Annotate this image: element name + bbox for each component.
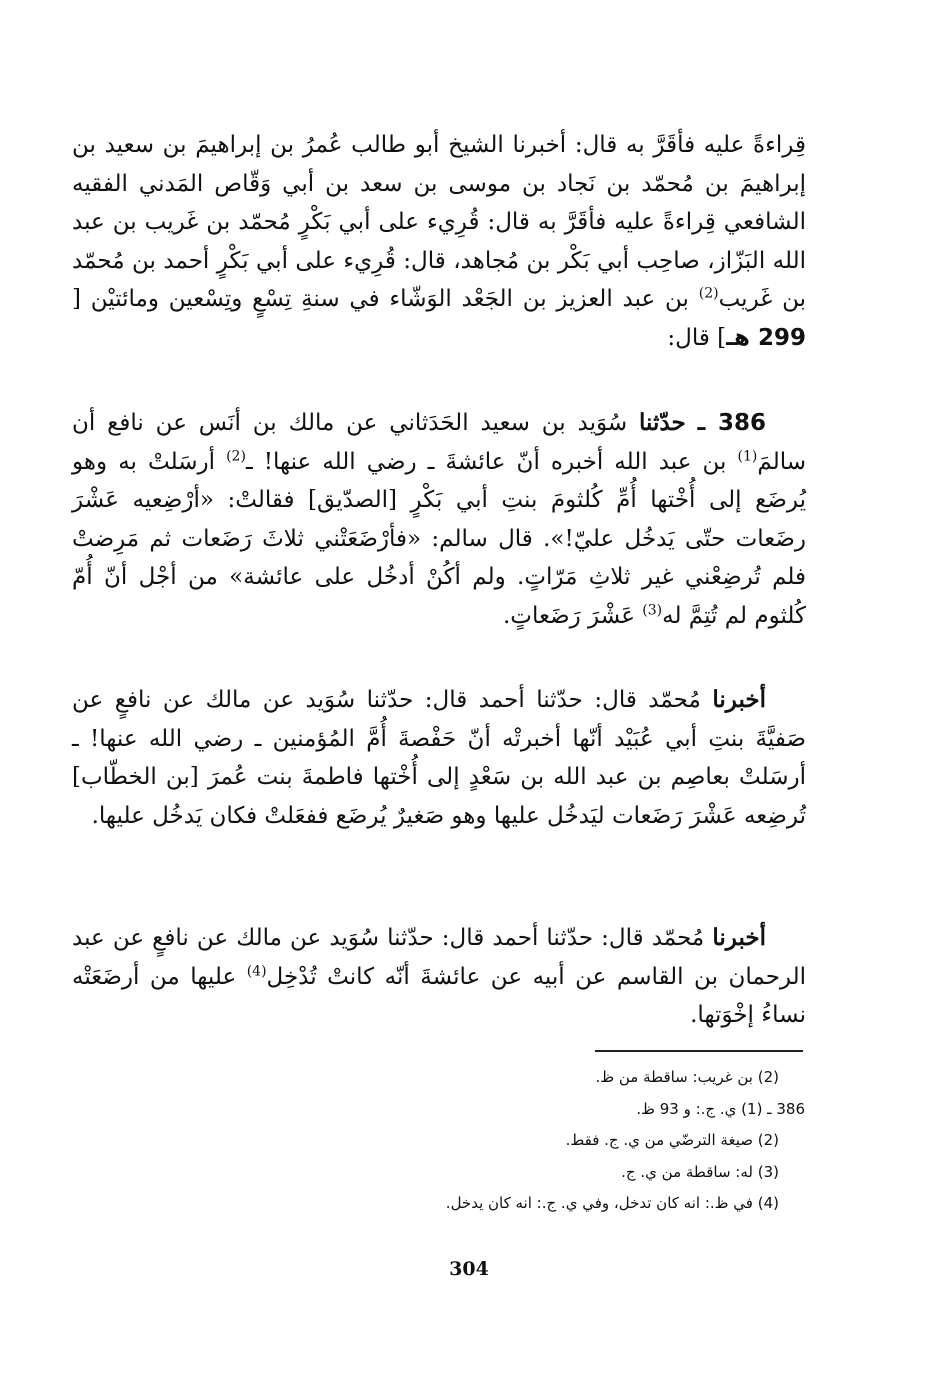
akhbarana-text-1: مُحمّد قال: حدّثنا أحمد قال: حدّثنا سُوَيد عن مالك عن نافعٍ عن عبد الرحمان بن القاسم عن أبيه عن عائشةَ أنّه كانتْ تُدْخِل <box>72 925 806 990</box>
footnote-item: 386 ـ (1) ي. ج.: و 93 ظ. <box>636 1099 805 1118</box>
footnote-ref: (4) <box>246 962 267 979</box>
page-number: 304 <box>449 1258 489 1280</box>
footnote-item: (4) في ظ.: انه كان تدخل، وفي ي. ج.: انه كان يدخل. <box>445 1194 779 1212</box>
akhbarana-lead-word: أخبرنا <box>712 686 766 713</box>
hadith-text-4: عَشْرَ رَضَعاتٍ. <box>503 602 643 629</box>
akhbarana-paragraph-2 <box>72 919 806 1035</box>
akhbarana-text: مُحمّد قال: حدّثنا أحمد قال: حدّثنا سُوَيد عن مالك عن نافعٍ عن صَفيَّةَ بنتِ أبي عُبَيْد أنّها أخبرتْه أنّ حَفْصةَ أُمَّ المُؤمنين ـ رضي الله عنها! ـ أرسَلتْ بعاصِم بن عبد الله بن سَعْدٍ إلى أُخْتها فاطمةَ بنت عُمرَ [بن الخطّاب] تُرضِعه عَشْرَ رَضَعات ليَدخُل عليها وهو صَغيرٌ يُرضَع ففعَلتْ فكان يَدخُل عليها. <box>72 687 806 829</box>
akhbarana-text-2: عليها من أرضَعَتْه نساءُ إخْوَتها. <box>72 963 806 1029</box>
akhbarana-paragraph-1 <box>72 681 806 835</box>
hadith-text-3: أرسَلتْ به وهو يُرضَع إلى أُخْتها أُمِّ كُلثومَ بنتِ أبي بَكْرٍ [الصدّيق] فقالتْ: «أرْضِعيه عَشْرَ رضَعات حتّى يَدخُل عليّ!». قال سالم: «فأرْضَعَتْني ثلاثَ رَضَعات ثم مَرِضتْ فلم تُرضِعْني غير ثلاثِ مَرّاتٍ. ولم أكُنْ أدخُل على عائشة» من أجْل أنّ أُمّ كُلثوم لم تُتِمَّ له <box>72 448 806 629</box>
hadith-number: 386 ـ <box>697 410 766 436</box>
intro-paragraph <box>72 126 806 358</box>
intro-text: قِراءةً عليه فأقَرَّ به قال: أخبرنا الشيخ أبو طالب عُمرُ بن إبراهيمَ بن سعيد بن إبراهيمَ بن مُحمّد بن نَجاد بن موسى بن سعد بن أبي وَقّاص المَدني الفقيه الشافعي قِراءةً عليه فأقَرَّ به قال: قُرِيء على أبي بَكْرٍ مُحمّد بن غَريب بن عبد الله البَزّاز، صاحِب أبي بَكْر بن مُجاهد، قال: قُرِيء على أبي بَكْرٍ أحمد بن مُحمّد بن غَريب <box>72 132 806 313</box>
footnotes <box>165 1062 805 1220</box>
akhbarana-lead-word: أخبرنا <box>712 924 766 951</box>
footnote-ref: (1) <box>737 447 758 464</box>
hadith-lead-word: حدّثنا <box>639 409 686 436</box>
hadith-text-2: بن عبد الله أخبره أنّ عائشةَ ـ رضي الله عنها! ـ <box>245 448 738 475</box>
hadith-text-1: سُوَيد بن سعيد الحَدَثاني عن مالك بن أنَس عن نافع أن سالمَ <box>72 410 806 475</box>
footnote-item: (3) له: ساقطة من ي. ج. <box>621 1162 779 1181</box>
footnote-divider <box>595 1050 803 1052</box>
footnote-item: (2) صيغة الترضّي من ي. ج. فقط. <box>565 1131 779 1149</box>
hadith-386-paragraph <box>72 404 806 636</box>
hijri-year: 299 هـ <box>726 324 806 351</box>
footnote-ref: (2) <box>226 447 246 464</box>
intro-text-after-ref: بن عبد العزيز بن الجَعْد الوَشّاء في سنةِ تِسْعٍ وتِسْعين ومائتيْن [ <box>72 286 699 313</box>
footnote-ref: (3) <box>642 602 663 619</box>
footnote-item: (2) بن غريب: ساقطة من ظ. <box>595 1068 779 1086</box>
intro-text-end: ] قال: <box>667 324 727 351</box>
footnote-ref: (2) <box>698 285 719 302</box>
